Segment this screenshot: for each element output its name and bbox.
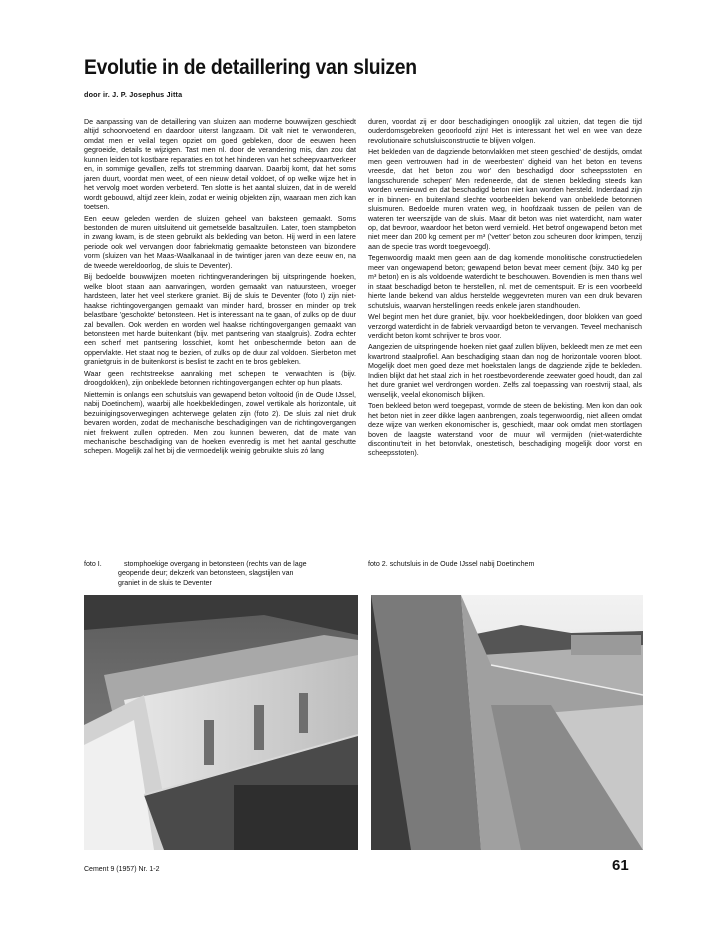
paragraph: Niettemin is onlangs een schutsluis van gewapend beton voltooid (in de Oude IJssel, nabij Doetinchem), waarbij alle hoekbekledingen, zowel vertikale als horizontale, uit bezuinigingsoverwegingen achterwege gelaten zijn (foto 2). De sluis zal niet druk bevaren worden, zodat de mechanische beschadigingen van de richtingovergangen niet frekwent zullen optreden. Men zou kunnen beweren, dat de mate van mechanische beschadiging van de hoeken evenredig is met het aantal geschutte schepen. Mogelijk zal het bij die vermoedelijk weinig gebruikte sluis zó lang bbox=[84, 390, 356, 456]
photo-lock-deventer bbox=[84, 595, 358, 850]
paragraph: Het bekleden van de dagziende betonvlakken met steen geschied' de destijds, omdat men geen vertrouwen had in de weerbesten' digheid van het beton en tevens vreesde, dat het beton zou wor' den beschadigd door scheepsstoten en langsschurende schepen' Men redeneerde, dat de stenen bekleding steeds kan worden vernieuwd en dat beschadigd beton niet kan worden hersteld. Inderdaad zijn er in binnen- en buitenland slechte voorbeelden bekend van onbeklede betonnen sluismuren. Bedoelde muren vraten weg, in hoofdzaak tussen de peilen van de wateren ter weerszijde van de sluis. Maar dit beton was niet waterdicht, nam water op, dat bevroor, waardoor het beton werd vernield. Het betrof ongewapend beton met niet meer dan 200 kg cement per m³ ('vetter' beton zou scheuren door krimpen, tenzij aan de specie tras wordt toegevoegd). bbox=[368, 148, 642, 251]
photo1-caption-number: foto I. bbox=[84, 560, 102, 568]
photo1-caption-line: geopende deur; dekzerk van betonsteen, slagstijlen van bbox=[118, 569, 294, 578]
right-text-column bbox=[368, 118, 642, 461]
paragraph: Waar geen rechtstreekse aanraking met schepen te verwachten is (bijv. droogdokken), zijn onbeklede betonnen richtingovergangen echter op hun plaats. bbox=[84, 369, 356, 388]
paragraph: Aangezien de uitspringende hoeken niet gaaf zullen blijven, bekleedt men ze met een kwartrond staalprofiel. Aan beschadiging staan dan nog de horizontale vooren bloot. Mogelijk doet men goed deze met hoekstalen langs de dagziende zijde te bekleden. Indien blijkt dat het staal zich in het roestbevorderende zeewater goed houdt, dan zal het dure graniet wel verdrongen worden. Zelfs zal toepassing van roestvrij staal, als wenselijk, veelal ekonomisch blijken. bbox=[368, 343, 642, 399]
page-number: 61 bbox=[612, 857, 629, 874]
paragraph: Een eeuw geleden werden de sluizen geheel van baksteen gemaakt. Soms bestonden de muren uitsluitend uit gemetselde basaltzuilen. Later, toen stampbeton in zwang kwam, is de steen gebruikt als bekleding van beton. Hij werd in een latere periode ook wel vervangen door fabriekmatig gemaakte betonsteen van bizondere vorm (sluizen van het Maas-Waalkanaal in de twintiger jaren van deze eeuw en, na de tweede wereldoorlog, de sluis te Deventer). bbox=[84, 214, 356, 270]
paragraph: De aanpassing van de detaillering van sluizen aan moderne bouwwijzen geschiedt altijd schoorvoetend en daardoor uiterst langzaam. Dit valt niet te verwonderen, omdat men er veilal tegen opziet om goed gebleken, door de eeuwen heen gegroeide, details te wijzigen. Tast men nl. door de verandering mis, dan zou dat kunnen leiden tot kostbare reparaties en tot het hinderen van het scheepvaartverkeer en, in sommige gevallen, zelfs tot stremming daarvan. Daarbij komt, dat het soms jaren duurt, voordat men weet, of een nieuw detail voldoet, of op welke wijze het in het vervolg moet worden verbeterd. Ten slotte is het aantal sluizen, dat in de wereld wordt gebouwd, altijd zeer klein, zodat er weinig objekten zijn, waaraan men zich kan toetsen. bbox=[84, 118, 356, 212]
paragraph: Toen bekleed beton werd toegepast, vormde de steen de bekisting. Men kon dan ook het beton niet in zeer dikke lagen aanbrengen, zoals tegenwoordig, niet alleen omdat deze wijze van werken ekonomischer is, geschiedt, maar ook omdat men stortlagen boven de laagste waterstand voor de muur wil vermijden (niet-waterdichte discontinu'teit in het betonvlak, onestetisch, beschadiging mogelijk door vorst en scheepsstoten). bbox=[368, 402, 642, 458]
article-byline: door ir. J. P. Josephus Jitta bbox=[84, 90, 183, 99]
photo2-caption: foto 2. schutsluis in de Oude IJssel nabij Doetinchem bbox=[368, 560, 535, 568]
journal-reference: Cement 9 (1957) Nr. 1-2 bbox=[84, 866, 160, 873]
photo1-caption bbox=[84, 560, 356, 588]
paragraph: Bij bedoelde bouwwijzen moeten richtingveranderingen bij uitspringende hoeken, welke bloot staan aan aanvaringen, worden gemaakt van natuursteen, vroeger hardsteen, later het veel sterkere graniet. Bij de sluis te Deventer (foto I) zijn niet-haakse richtingovergangen gemaakt van minder hard, brosser en minder op trek belastbare 'geschokte' betonsteen. Het is interessant na te gaan, of zulks op de duur zal bevallen. Ook werden en worden wel haakse richtingovergangen gemaakt van betonsteen met harde buitenkant (bijv. met pantsering van staalgruis). Zodra echter een scherf met pantsering losschiet, komt het onbeschermde beton aan de oppervlakte. Het staat nog te bezien, of zulks op de duur zal voldoen. Sierbeton met granietgruis in de buitenkorst is beslist te zacht en te bros gebleken. bbox=[84, 273, 356, 367]
paragraph: Tegenwoordig maakt men geen aan de dag komende monolitische constructiedelen meer van ongewapend beton; gewapend beton bevat meer cement (bijv. 340 kg per m³ beton) en is als voldoende waterdicht te beschouwen. Bovendien is men thans wel in staat beschadigd beton te herstellen, nl. met de cementspuit. Er is een voorbeeld hierte lande bekend van aldus herstelde weggevreten muren van een druk bevaren schutsluis, waarvan herstellingen reeds enkele jaren standhouden. bbox=[368, 254, 642, 310]
left-text-column bbox=[84, 118, 356, 459]
paragraph: duren, voordat zij er door beschadigingen onooglijk zal uitzien, dat tegen die tijd ouderdomsgebreken geoorloofd zijn! Het is interessant het wel en wee van deze revolutionaire schutsluisconstructie te blijven volgen. bbox=[368, 118, 642, 145]
article-title: Evolutie in de detaillering van sluizen bbox=[84, 56, 417, 79]
photo-lock-oude-ijssel bbox=[371, 595, 643, 850]
paragraph: Wel begint men het dure graniet, bijv. voor hoekbekledingen, door blokken van goed verzorgd waterdicht in de fabriek vervaardigd beton te vervangen. Teveel mechanisch verdicht beton komt schrijver te bros voor. bbox=[368, 313, 642, 340]
photo1-caption-line: stomphoekige overgang in betonsteen (rechts van de lage bbox=[124, 560, 307, 568]
photo1-caption-line: graniet in de sluis te Deventer bbox=[118, 578, 212, 587]
